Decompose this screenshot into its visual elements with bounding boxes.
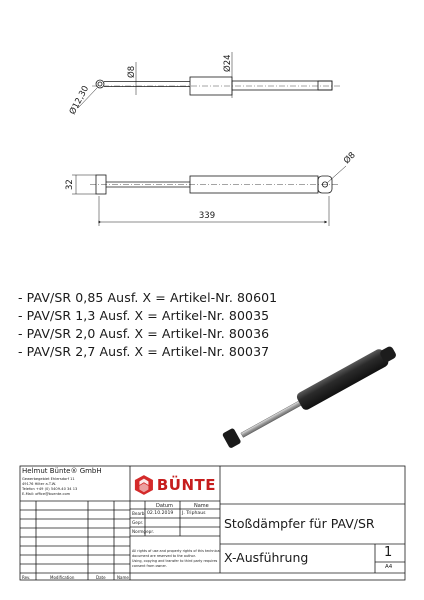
drawing-subtitle: X-Ausführung: [224, 550, 309, 565]
footer-name: Name: [117, 574, 129, 580]
col-header-datum: Datum: [156, 502, 173, 509]
row-label-norm: Normgepr.: [132, 529, 154, 534]
spec-item: - PAV/SR 1,3 Ausf. X = Artikel-Nr. 80035: [18, 308, 270, 323]
footer-modification: Modification: [50, 574, 75, 580]
company-address-3: Telefon +49 (0) 5409-40 34 13: [22, 487, 78, 491]
row-label-bearb: Bearb.: [132, 511, 146, 516]
footer-date: Date: [96, 574, 106, 580]
copyright-line-3: Using, copying and transfer to third party requires: [132, 559, 218, 563]
dim-rod-label: Ø8: [127, 65, 137, 78]
spec-item: - PAV/SR 0,85 Ausf. X = Artikel-Nr. 80601: [18, 290, 278, 305]
spec-item: - PAV/SR 2,0 Ausf. X = Artikel-Nr. 80036: [18, 326, 270, 341]
sheet-format: A4: [385, 564, 393, 570]
sheet-number: 1: [384, 545, 393, 560]
logo-wordmark: BÜNTE: [156, 475, 216, 494]
dim-eye-label: Ø12,30: [67, 84, 92, 117]
company-address-4: E-Mail: office@buente.com: [22, 492, 71, 496]
drawn-by-value: J. Triphaus: [182, 510, 206, 516]
col-header-name: Name: [194, 502, 209, 509]
company-address-2: 49176 Hilter a.T.W.: [22, 482, 57, 486]
drawing-title: Stoßdämpfer für PAV/SR: [224, 516, 375, 531]
dim-length-label: 339: [198, 211, 216, 221]
logo-hexagon-icon: [134, 473, 154, 497]
copyright-line-2: document are reserved to the author.: [132, 554, 196, 558]
copyright-line-1: All rights of use and property rights of this technical: [132, 549, 221, 553]
dim-body-label: Ø24: [223, 54, 233, 72]
dim-side-eye-label: Ø8: [342, 150, 358, 167]
dim-height-label: 32: [65, 179, 75, 190]
copyright-line-4: consent from owner.: [132, 564, 167, 568]
footer-rev: Rev.: [22, 574, 31, 580]
date-value: 02.10.2019: [147, 510, 174, 516]
buente-logo: [134, 471, 216, 498]
spec-item: - PAV/SR 2,7 Ausf. X = Artikel-Nr. 80037: [18, 344, 270, 359]
company-name: Helmut Bünte® GmbH: [22, 467, 102, 475]
row-label-gepr: Gepr.: [132, 520, 144, 525]
company-address-1: Gewerbegebiet Ehlersdorf 11: [22, 477, 75, 481]
